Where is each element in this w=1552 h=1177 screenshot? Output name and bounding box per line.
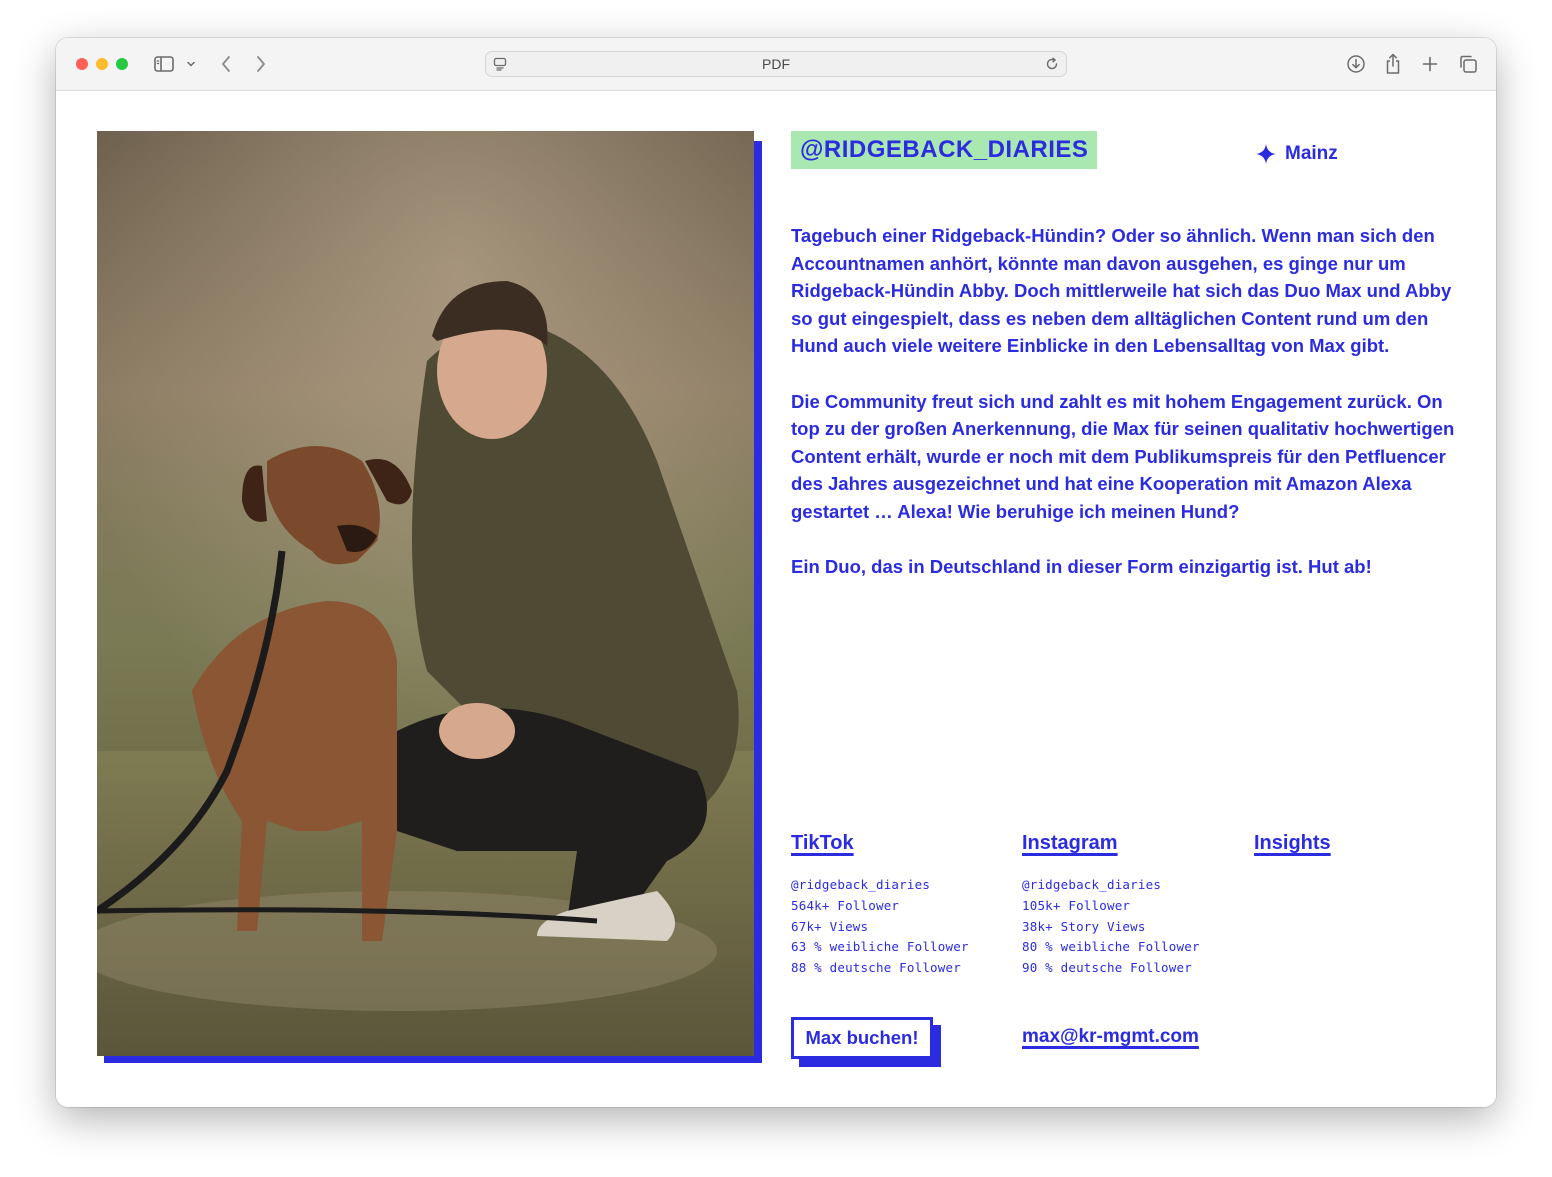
bio-paragraph: Tagebuch einer Ridgeback-Hündin? Oder so ähnlich. Wenn man sich den Accountnamen anhört, könnte man davon ausgehen, es ginge nur um Ridgeback-Hündin Abby. Doch mittlerweile hat sich das Duo Max und Abby so gut eingespielt, dass es neben dem alltäglichen Content rund um den Hund auch viele weitere Einblicke in den Lebensalltag von Max gibt.	[791, 225, 1452, 357]
profile-photo	[97, 131, 754, 1056]
minimize-window-button[interactable]	[96, 58, 108, 70]
profile-handle: @RIDGEBACK_DIARIES	[791, 131, 1097, 169]
pdf-page	[56, 91, 1496, 1107]
download-icon[interactable]	[1344, 52, 1368, 76]
address-text: PDF	[762, 56, 790, 72]
browser-window	[56, 38, 1496, 1107]
sidebar-icon[interactable]	[152, 52, 176, 76]
stat-line: 88 % deutsche Follower	[791, 960, 961, 976]
stat-line: 90 % deutsche Follower	[1022, 960, 1192, 976]
back-arrow-icon[interactable]	[216, 52, 236, 76]
stat-line: 67k+ Views	[791, 918, 869, 934]
browser-toolbar	[56, 38, 1496, 91]
cta-wrapper	[791, 1017, 933, 1059]
stat-line: 63 % weibliche Follower	[791, 939, 969, 955]
email-link[interactable]: max@kr-mgmt.com	[1022, 1026, 1199, 1047]
photo-illustration	[97, 131, 754, 1056]
book-max-button[interactable]: Max buchen!	[791, 1017, 933, 1059]
instagram-stats	[1022, 875, 1200, 979]
stat-line: 38k+ Story Views	[1022, 918, 1146, 934]
stat-line: @ridgeback_diaries	[791, 877, 931, 892]
zoom-window-button[interactable]	[116, 58, 128, 70]
insights-link[interactable]: Insights	[1254, 832, 1331, 854]
stat-line: 564k+ Follower	[791, 897, 900, 913]
sparkle-icon	[1256, 144, 1276, 164]
forward-arrow-icon[interactable]	[251, 52, 271, 76]
plus-icon[interactable]	[1418, 52, 1442, 76]
tab-overview-icon[interactable]	[1456, 52, 1480, 76]
stat-line: @ridgeback_diaries	[1022, 877, 1162, 892]
instagram-link[interactable]: Instagram	[1022, 832, 1118, 854]
location-text: Mainz	[1285, 143, 1338, 164]
tiktok-stats	[791, 875, 969, 979]
location-label	[1256, 142, 1338, 166]
share-icon[interactable]	[1381, 52, 1405, 76]
stat-line: 80 % weibliche Follower	[1022, 939, 1200, 955]
bio-paragraph: Die Community freut sich und zahlt es mit hohem Engagement zurück. On top zu der großen Anerkennung, die Max für seinen qualitativ hochwertigen Content erhält, wurde er noch mit dem Publikumspreis für den Petfluencer des Jahres ausgezeichnet und hat eine Kooperation mit Amazon Alexa gestartet … Alexa! Wie beruhige ich meinen Hund?	[791, 390, 1455, 522]
close-window-button[interactable]	[76, 58, 88, 70]
address-bar[interactable]	[485, 51, 1067, 77]
bio-paragraph: Ein Duo, das in Deutschland in dieser Form einzigartig ist. Hut ab!	[791, 556, 1372, 578]
profile-bio	[791, 222, 1461, 608]
tiktok-link[interactable]: TikTok	[791, 832, 854, 854]
stat-line: 105k+ Follower	[1022, 897, 1131, 913]
chevron-down-icon[interactable]	[184, 52, 198, 76]
reload-icon[interactable]	[1044, 56, 1060, 77]
